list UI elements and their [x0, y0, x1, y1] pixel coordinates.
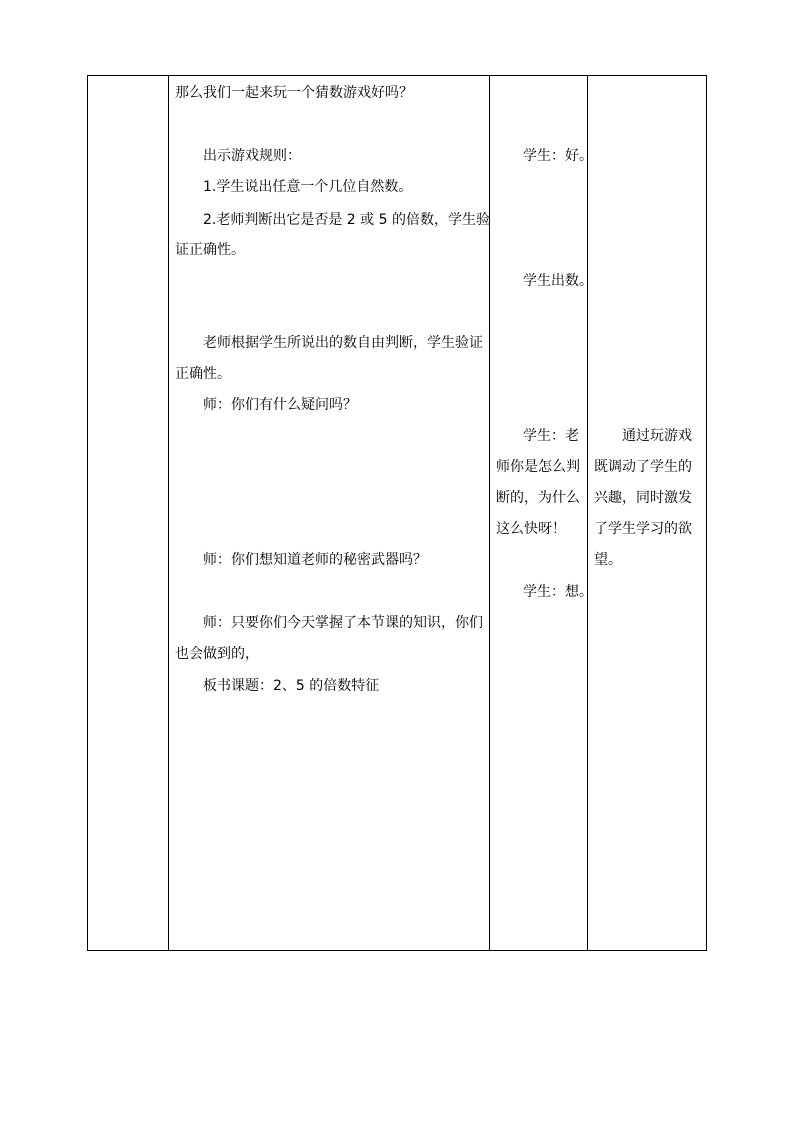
ask-secret: 师：你们想知道老师的秘密武器吗？	[203, 552, 427, 568]
intent-line3: 兴趣，同时激发	[594, 490, 692, 506]
judge-line1: 老师根据学生所说出的数自由判断，学生验证	[203, 335, 483, 351]
teacher-activity-cell	[169, 76, 489, 950]
question-line1: 学生：老	[523, 428, 579, 444]
question-line2: 师你是怎么判	[496, 459, 580, 475]
judge-line2: 正确性。	[175, 366, 231, 382]
rules-title: 出示游戏规则：	[203, 148, 301, 164]
question-line4: 这么快呀！	[496, 521, 566, 537]
reply-number: 学生出数。	[523, 273, 593, 289]
rule-1: 1.学生说出任意一个几位自然数。	[203, 179, 413, 195]
intent-line4: 了学生学习的欲	[594, 521, 692, 537]
promise-line1: 师：只要你们今天掌握了本节课的知识，你们	[203, 615, 483, 631]
promise-line2: 也会做到的，	[175, 646, 259, 662]
lesson-plan-table	[87, 75, 707, 951]
question-line3: 断的，为什么	[496, 490, 580, 506]
rule-2-line2: 证正确性。	[175, 242, 245, 258]
reply-ok: 学生：好。	[523, 148, 593, 164]
intro-text: 那么我们一起来玩一个猜数游戏好吗？	[175, 85, 413, 101]
design-intent-cell	[588, 76, 706, 950]
ask-question: 师：你们有什么疑问吗？	[203, 397, 357, 413]
reply-want: 学生：想。	[523, 584, 593, 600]
intent-line1: 通过玩游戏	[622, 428, 692, 444]
board-title: 板书课题：2、5 的倍数特征	[203, 678, 380, 694]
rule-2-line1: 2.老师判断出它是否是 2 或 5 的倍数，学生验	[203, 212, 490, 228]
student-activity-cell	[490, 76, 593, 950]
stage-cell	[88, 76, 168, 950]
intent-line5: 望。	[594, 552, 622, 568]
intent-line2: 既调动了学生的	[594, 459, 692, 475]
